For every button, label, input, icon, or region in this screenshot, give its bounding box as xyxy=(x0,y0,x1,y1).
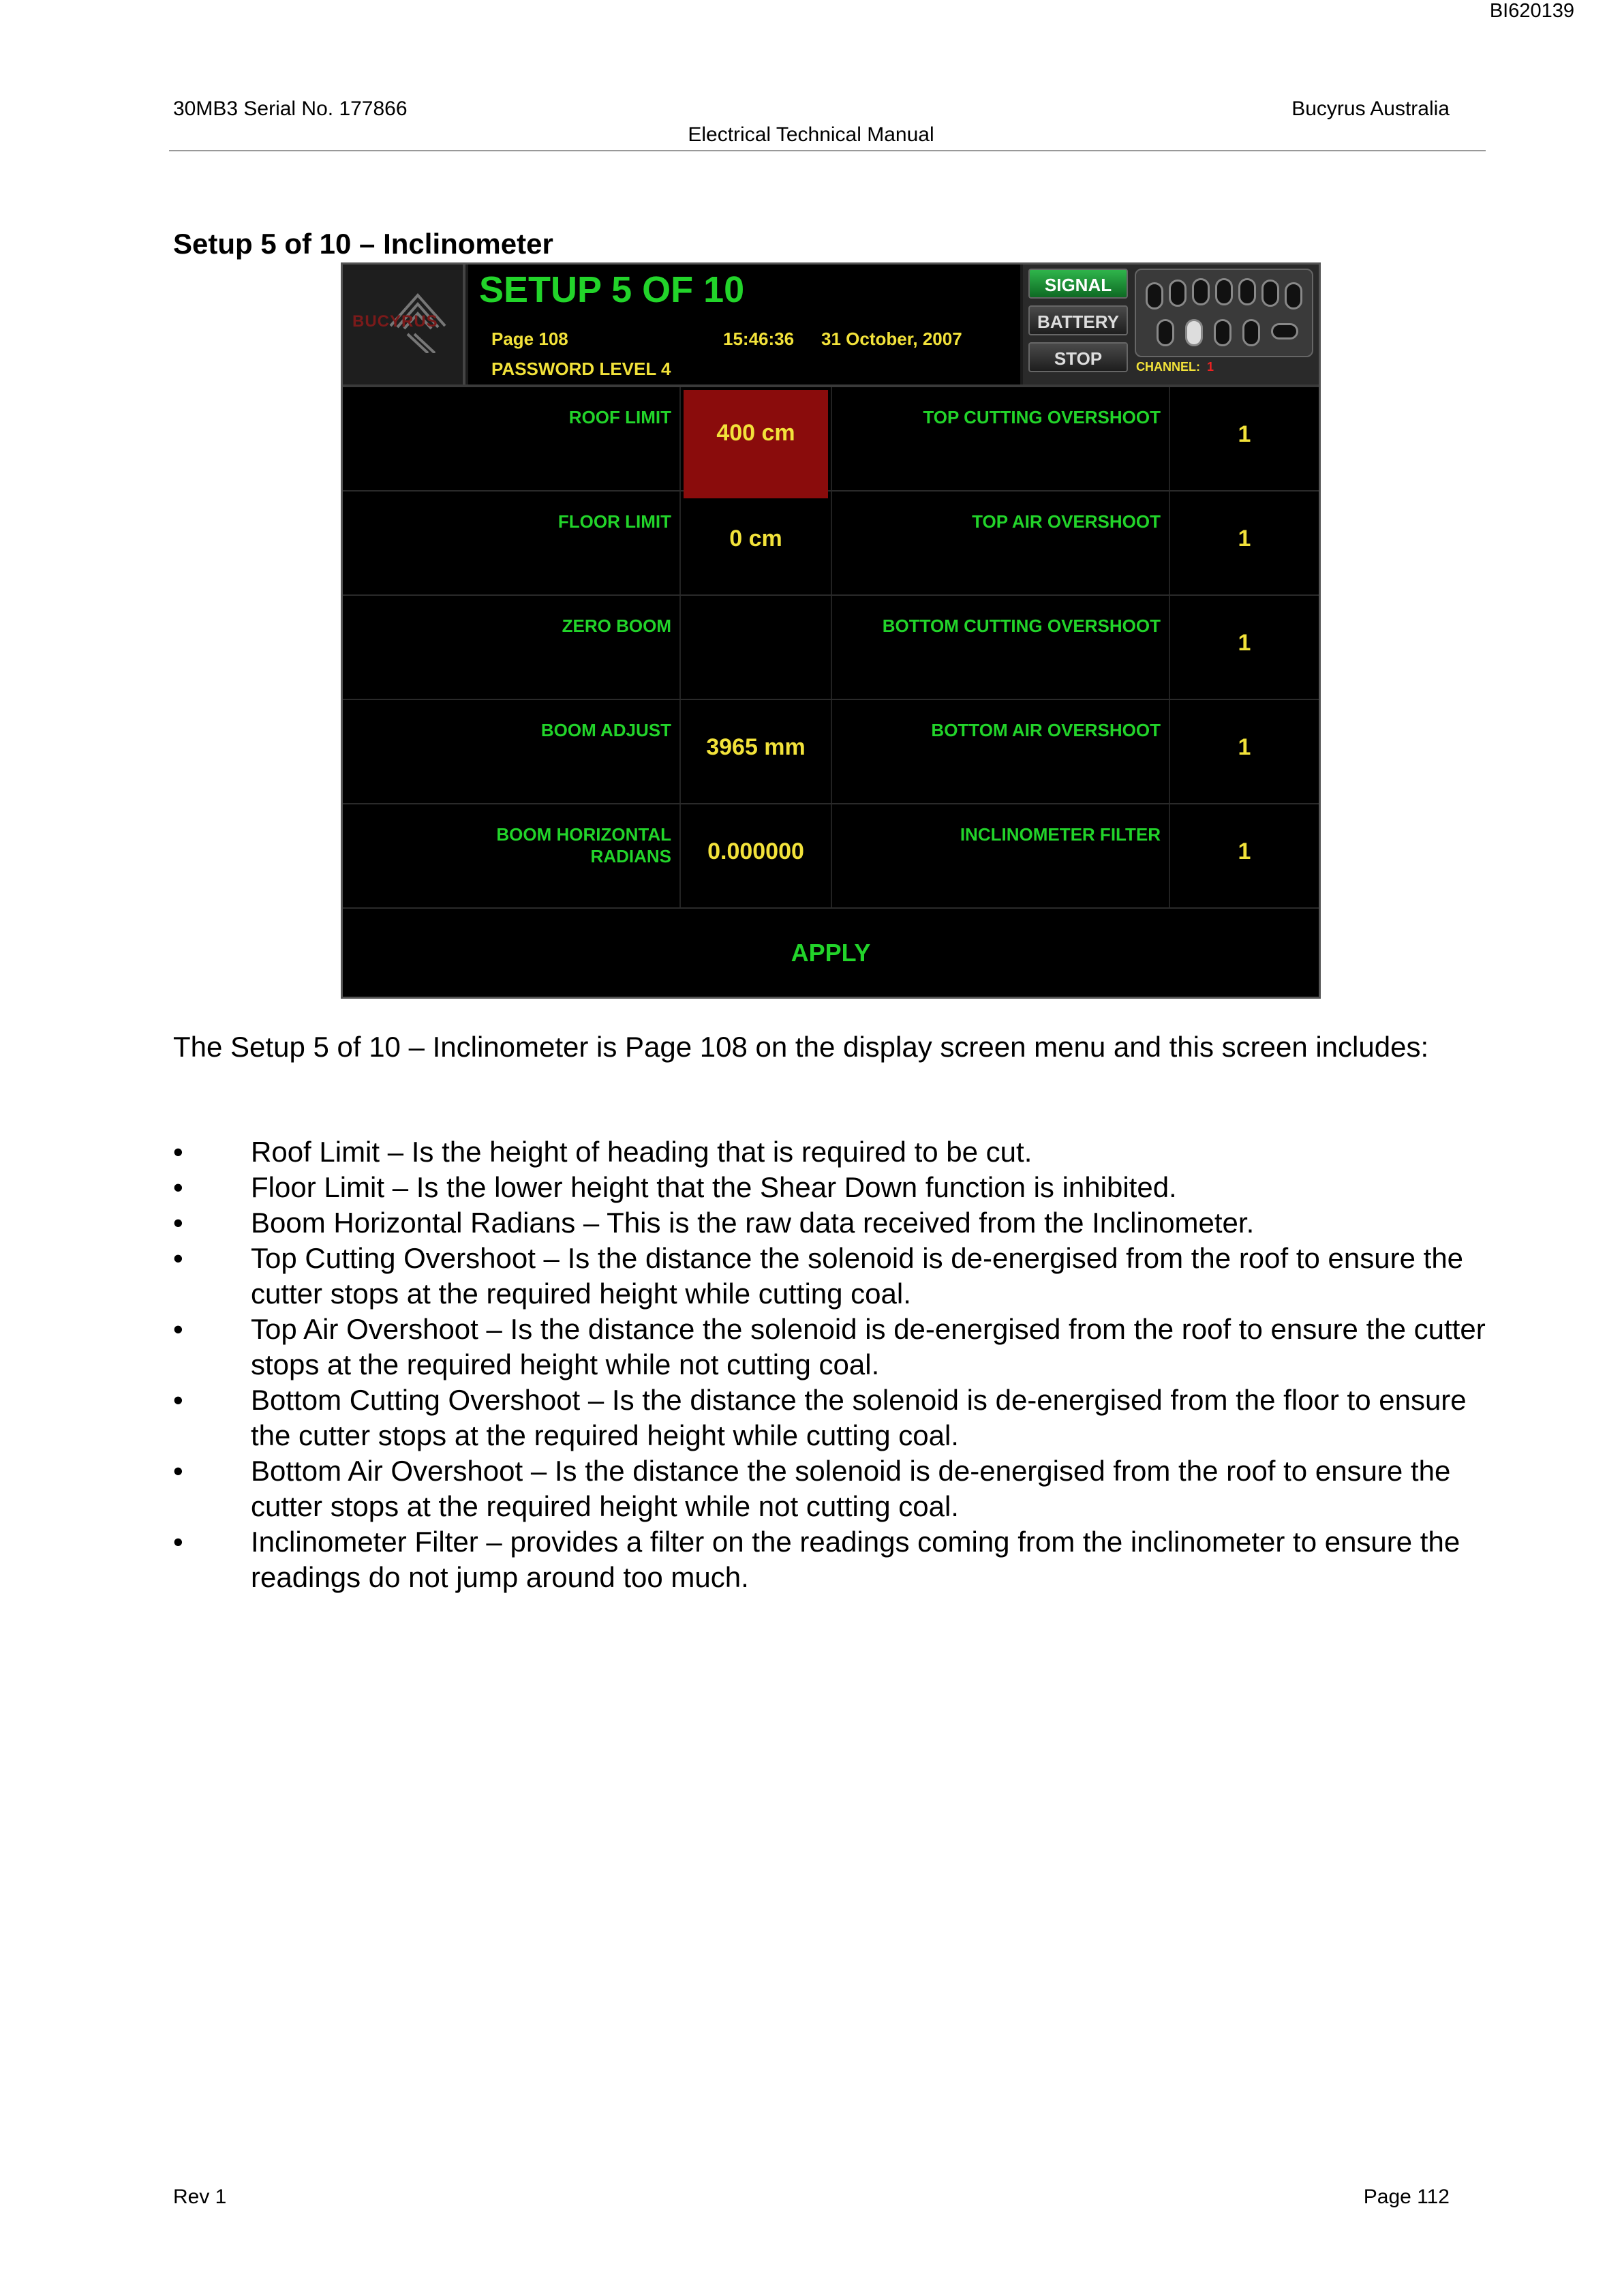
list-item: • Roof Limit – Is the height of heading that is required to be cut. xyxy=(173,1134,1488,1170)
keypad-key-icon xyxy=(1285,282,1302,309)
keypad-key-icon xyxy=(1242,319,1260,346)
list-item: • Top Cutting Overshoot – Is the distance the solenoid is de-energised from the roof to ensure the cutter stops at the required height while cutting coal. xyxy=(173,1241,1488,1312)
keypad-key-icon xyxy=(1261,280,1279,307)
list-item: • Bottom Air Overshoot – Is the distance the solenoid is de-energised from the roof to ensure the cutter stops at the required height while not cutting coal. xyxy=(173,1453,1488,1524)
bottom-air-overshoot-value[interactable]: 1 xyxy=(1238,734,1251,760)
signal-button[interactable]: SIGNAL xyxy=(1028,269,1128,299)
keypad-key-icon xyxy=(1185,319,1203,346)
floor-limit-label: FLOOR LIMIT xyxy=(343,492,681,594)
header-company: Bucyrus Australia xyxy=(1291,97,1450,120)
floor-limit-value[interactable]: 0 cm xyxy=(681,492,832,594)
keypad-key-icon xyxy=(1146,282,1163,309)
footer-page-number: Page 112 xyxy=(1363,2186,1450,2208)
screen-title: SETUP 5 OF 10 xyxy=(479,269,745,310)
keypad-key-icon xyxy=(1238,278,1256,305)
screen-date: 31 October, 2007 xyxy=(821,329,962,349)
roof-limit-label: ROOF LIMIT xyxy=(343,387,681,490)
boom-adjust-label: BOOM ADJUST xyxy=(343,700,681,803)
top-cutting-overshoot-label: TOP CUTTING OVERSHOOT xyxy=(832,387,1170,490)
channel-value: 1 xyxy=(1207,360,1214,374)
header-divider xyxy=(169,150,1486,151)
list-item: • Boom Horizontal Radians – This is the raw data received from the Inclinometer. xyxy=(173,1205,1488,1241)
password-level: PASSWORD LEVEL 4 xyxy=(491,359,671,379)
list-item: • Top Air Overshoot – Is the distance the solenoid is de-energised from the roof to ensure the cutter stops at the required height while not cutting coal. xyxy=(173,1312,1488,1383)
settings-row-floor-limit xyxy=(343,492,1319,596)
description-list xyxy=(173,1134,1488,1595)
list-item: • Floor Limit – Is the lower height that the Shear Down function is inhibited. xyxy=(173,1170,1488,1205)
channel-indicator xyxy=(1136,360,1214,374)
roof-limit-cell xyxy=(681,387,832,490)
list-item: • Bottom Cutting Overshoot – Is the distance the solenoid is de-energised from the floor to ensure the cutter stops at the required height while cutting coal. xyxy=(173,1383,1488,1453)
inclinometer-filter-label: INCLINOMETER FILTER xyxy=(832,804,1170,907)
boom-adjust-value[interactable]: 3965 mm xyxy=(681,700,832,803)
logo-text: BUCYRUS xyxy=(352,312,438,331)
remote-keypad-icon xyxy=(1135,269,1313,357)
header-serial: 30MB3 Serial No. 177866 xyxy=(173,97,408,120)
keypad-key-icon xyxy=(1157,319,1174,346)
zero-boom-label[interactable]: ZERO BOOM xyxy=(343,596,681,699)
top-cutting-overshoot-value[interactable]: 1 xyxy=(1238,421,1251,447)
bucyrus-logo xyxy=(343,265,465,384)
bottom-air-overshoot-label: BOTTOM AIR OVERSHOOT xyxy=(832,700,1170,803)
boom-horizontal-radians-label: BOOM HORIZONTAL RADIANS xyxy=(343,804,681,907)
list-item: • Inclinometer Filter – provides a filter on the readings coming from the inclinometer to ensure the readings do not jump around too much. xyxy=(173,1524,1488,1595)
keypad-key-icon xyxy=(1169,280,1187,307)
apply-button[interactable]: APPLY xyxy=(791,939,871,967)
document-id: BI620139 xyxy=(1489,0,1574,22)
status-panel xyxy=(1023,265,1319,384)
stop-button[interactable]: STOP xyxy=(1028,342,1128,372)
battery-button[interactable]: BATTERY xyxy=(1028,305,1128,335)
roof-limit-value[interactable]: 400 cm xyxy=(684,390,828,498)
boom-horizontal-radians-value: 0.000000 xyxy=(681,804,832,907)
zero-boom-value[interactable] xyxy=(681,596,832,699)
top-air-overshoot-label: TOP AIR OVERSHOOT xyxy=(832,492,1170,594)
keypad-key-icon xyxy=(1214,319,1231,346)
channel-label: CHANNEL: xyxy=(1136,360,1200,374)
keypad-key-icon xyxy=(1271,323,1298,339)
header-manual-title: Electrical Technical Manual xyxy=(688,123,934,146)
inclinometer-filter-value[interactable]: 1 xyxy=(1238,839,1251,864)
keypad-key-icon xyxy=(1215,278,1233,305)
bottom-cutting-overshoot-value[interactable]: 1 xyxy=(1238,630,1251,656)
settings-row-roof-limit xyxy=(343,387,1319,492)
settings-row-boom-horizontal-radians xyxy=(343,804,1319,909)
hmi-screenshot xyxy=(341,262,1321,999)
keypad-key-icon xyxy=(1192,278,1210,305)
top-air-overshoot-value[interactable]: 1 xyxy=(1238,526,1251,552)
section-title: Setup 5 of 10 – Inclinometer xyxy=(173,228,553,260)
screen-time: 15:46:36 xyxy=(723,329,795,349)
settings-row-zero-boom xyxy=(343,596,1319,700)
settings-row-boom-adjust xyxy=(343,700,1319,804)
bottom-cutting-overshoot-label: BOTTOM CUTTING OVERSHOOT xyxy=(832,596,1170,699)
hmi-header-bar xyxy=(343,265,1319,387)
hmi-title-area xyxy=(468,265,1020,384)
footer-revision: Rev 1 xyxy=(173,2186,227,2208)
intro-paragraph: The Setup 5 of 10 – Inclinometer is Page 108 on the display screen menu and this screen includes: xyxy=(173,1031,1429,1063)
screen-page-number: Page 108 xyxy=(491,329,568,349)
